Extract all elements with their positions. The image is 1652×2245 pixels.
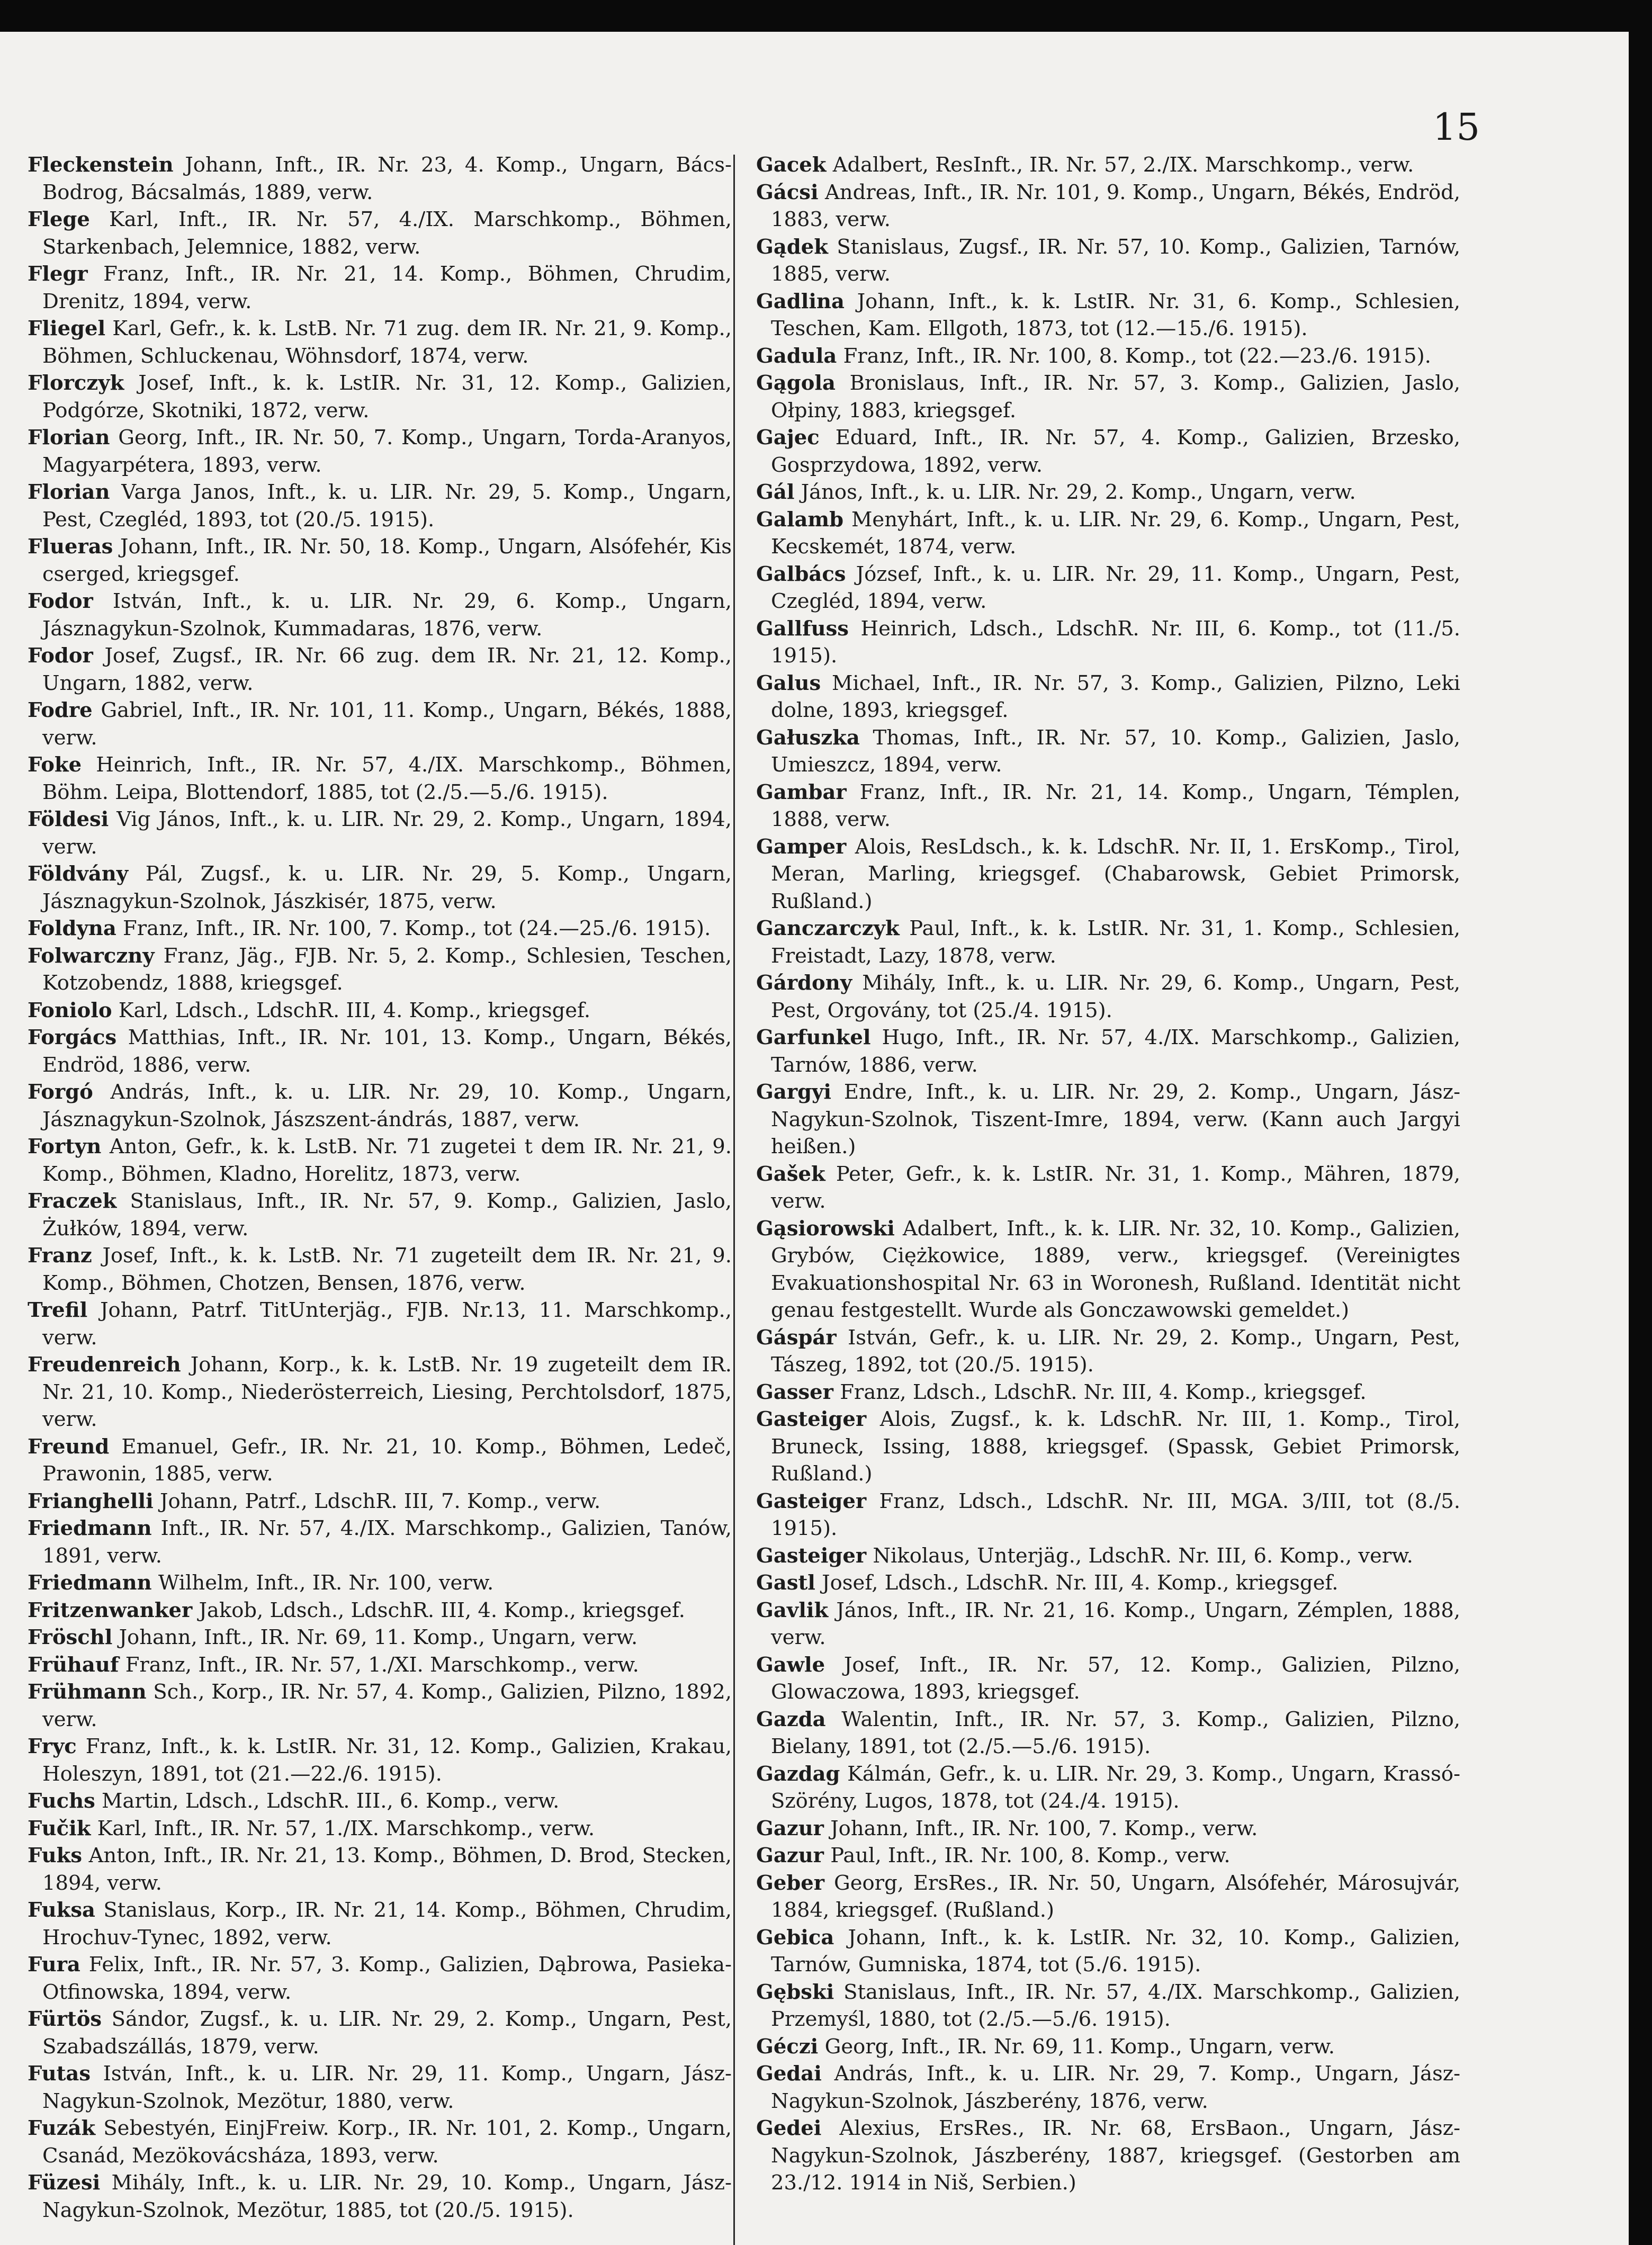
list-item	[28, 1597, 732, 1624]
entry-surname: Galamb	[756, 507, 844, 532]
entry-details: Alexius, ErsRes., IR. Nr. 68, ErsBaon., Ungarn, Jász-Nagykun-Szolnok, Jászberény, 1887, kriegsgef. (Gestorben am 23./12. 1914 in Niš, Serbien.)	[771, 2116, 1460, 2195]
entry-details: Anton, Gefr., k. k. LstB. Nr. 71 zugetei t dem IR. Nr. 21, 9. Komp., Böhmen, Kladno, Horelitz, 1873, verw.	[42, 1135, 732, 1186]
left-column	[28, 151, 732, 2224]
entry-surname: Gambar	[756, 780, 847, 804]
entry-surname: Galbács	[756, 562, 846, 586]
list-item	[756, 1379, 1460, 1406]
entry-details: Mihály, Inft., k. u. LIR. Nr. 29, 6. Komp., Ungarn, Pest, Pest, Orgovány, tot (25./4. 1915).	[771, 971, 1460, 1022]
entry-surname: Fritzenwanker	[28, 1598, 193, 1622]
list-item	[756, 343, 1460, 370]
entry-surname: Gál	[756, 480, 795, 504]
list-item	[756, 670, 1460, 724]
list-item	[756, 1406, 1460, 1488]
list-item	[756, 615, 1460, 670]
entry-details: Felix, Inft., IR. Nr. 57, 3. Komp., Galizien, Dąbrowa, Pasieka-Otfinowska, 1894, verw.	[42, 1953, 732, 2004]
entry-surname: Foniolo	[28, 998, 112, 1022]
entry-surname: Fraczek	[28, 1189, 117, 1213]
entry-details: Matthias, Inft., IR. Nr. 101, 13. Komp., Ungarn, Békés, Endröd, 1886, verw.	[42, 1026, 732, 1077]
entry-surname: Gasser	[756, 1380, 833, 1404]
list-item	[28, 1788, 732, 1815]
list-item	[756, 1924, 1460, 1979]
list-item	[28, 315, 732, 370]
entry-details: Emanuel, Gefr., IR. Nr. 21, 10. Komp., Böhmen, Ledeč, Prawonin, 1885, verw.	[42, 1434, 732, 1486]
entry-details: Kálmán, Gefr., k. u. LIR. Nr. 29, 3. Komp., Ungarn, Krassó-Szörény, Lugos, 1878, tot (24./4. 1915).	[771, 1762, 1460, 1813]
entry-details: Alois, ResLdsch., k. k. LdschR. Nr. II, 1. ErsKomp., Tirol, Meran, Marling, kriegsgef. (Chabarowsk, Gebiet Primorsk, Rußland.)	[771, 834, 1460, 913]
entry-details: Bronislaus, Inft., IR. Nr. 57, 3. Komp., Galizien, Jaslo, Ołpiny, 1883, kriegsgef.	[771, 371, 1460, 423]
entry-details: Franz, Inft., IR. Nr. 21, 14. Komp., Böhmen, Chrudim, Drenitz, 1894, verw.	[42, 262, 732, 313]
entry-surname: Gawle	[756, 1653, 825, 1677]
entry-surname: Fortyn	[28, 1135, 102, 1159]
entry-surname: Gazur	[756, 1816, 824, 1840]
entry-details: Josef, Zugsf., IR. Nr. 66 zug. dem IR. Nr. 21, 12. Komp., Ungarn, 1882, verw.	[42, 644, 732, 695]
entry-details: Josef, Inft., k. k. LstIR. Nr. 31, 12. Komp., Galizien, Podgórze, Skotniki, 1872, verw.	[42, 371, 732, 423]
list-item	[756, 288, 1460, 343]
entry-surname: Gazdag	[756, 1762, 840, 1786]
entry-details: Georg, ErsRes., IR. Nr. 50, Ungarn, Alsófehér, Márosujvár, 1884, kriegsgef. (Rußland.)	[771, 1871, 1460, 1922]
entry-details: Martin, Ldsch., LdschR. III., 6. Komp., verw.	[102, 1789, 560, 1813]
entry-details: Franz, Inft., IR. Nr. 57, 1./XI. Marschkomp., verw.	[125, 1653, 639, 1677]
entry-details: Stanislaus, Korp., IR. Nr. 21, 14. Komp., Böhmen, Chrudim, Hrochuv-Tynec, 1892, verw.	[42, 1898, 732, 1950]
entry-details: Georg, Inft., IR. Nr. 69, 11. Komp., Ungarn, verw.	[824, 2034, 1335, 2059]
list-item	[28, 1678, 732, 1733]
entry-surname: Folwarczny	[28, 944, 155, 968]
entry-surname: Frühmann	[28, 1680, 147, 1704]
list-item	[28, 997, 732, 1025]
list-item	[28, 2169, 732, 2224]
entry-details: Johann, Korp., k. k. LstB. Nr. 19 zugeteilt dem IR. Nr. 21, 10. Komp., Niederösterreich, Liesing, Perchtolsdorf, 1875, verw.	[42, 1353, 732, 1431]
entry-surname: Fuks	[28, 1844, 82, 1867]
entry-surname: Fuksa	[28, 1898, 95, 1922]
entry-surname: Gebica	[756, 1925, 834, 1950]
list-item	[28, 206, 732, 261]
list-item	[756, 479, 1460, 506]
entry-surname: Foke	[28, 753, 82, 777]
entry-surname: Gasteiger	[756, 1489, 867, 1513]
entry-surname: Florczyk	[28, 371, 124, 395]
entry-details: Johann, Inft., IR. Nr. 100, 7. Komp., verw.	[830, 1816, 1258, 1840]
list-item	[28, 1815, 732, 1843]
entry-details: István, Inft., k. u. LIR. Nr. 29, 11. Komp., Ungarn, Jász-Nagykun-Szolnok, Mezötur, 1880, verw.	[42, 2062, 732, 2113]
list-item	[28, 1488, 732, 1515]
list-item	[28, 1242, 732, 1297]
list-item	[28, 1651, 732, 1679]
entry-details: János, Inft., k. u. LIR. Nr. 29, 2. Komp., Ungarn, verw.	[801, 480, 1356, 504]
list-item	[756, 370, 1460, 424]
entry-details: Stanislaus, Zugsf., IR. Nr. 57, 10. Komp., Galizien, Tarnów, 1885, verw.	[771, 235, 1460, 286]
list-item	[756, 506, 1460, 561]
entry-surname: Gadlina	[756, 289, 845, 313]
entry-surname: Freund	[28, 1434, 110, 1459]
entry-surname: Florian	[28, 426, 110, 450]
entry-details: István, Inft., k. u. LIR. Nr. 29, 6. Komp., Ungarn, Jásznagykun-Szolnok, Kummadaras, 1876, verw.	[42, 589, 732, 641]
entry-details: Pál, Zugsf., k. u. LIR. Nr. 29, 5. Komp., Ungarn, Jásznagykun-Szolnok, Jászkisér, 1875, verw.	[42, 862, 732, 913]
list-item	[756, 1761, 1460, 1815]
entry-surname: Gargyi	[756, 1080, 832, 1104]
entry-details: Josef, Inft., k. k. LstB. Nr. 71 zugeteilt dem IR. Nr. 21, 9. Komp., Böhmen, Chotzen, Bensen, 1876, verw.	[42, 1244, 732, 1295]
entry-details: Inft., IR. Nr. 57, 4./IX. Marschkomp., Galizien, Tanów, 1891, verw.	[42, 1516, 732, 1568]
document-page	[0, 32, 1629, 2245]
entry-details: Andreas, Inft., IR. Nr. 101, 9. Komp., Ungarn, Békés, Endröd, 1883, verw.	[771, 180, 1460, 231]
list-item	[756, 2033, 1460, 2061]
list-item	[28, 261, 732, 315]
entry-details: Karl, Ldsch., LdschR. III, 4. Komp., kriegsgef.	[118, 998, 591, 1022]
entry-details: Sándor, Zugsf., k. u. LIR. Nr. 29, 2. Komp., Ungarn, Pest, Szabadszállás, 1879, verw.	[42, 2007, 732, 2059]
entry-surname: Ganczarczyk	[756, 917, 900, 940]
list-item	[28, 860, 732, 915]
list-item	[756, 1324, 1460, 1379]
list-item	[756, 833, 1460, 915]
entry-details: Heinrich, Ldsch., LdschR. Nr. III, 6. Komp., tot (11./5. 1915).	[771, 616, 1460, 668]
entry-details: Franz, Inft., IR. Nr. 100, 8. Komp., tot (22.—23./6. 1915).	[843, 344, 1431, 368]
entry-surname: Földesi	[28, 807, 109, 831]
entry-details: Paul, Inft., k. k. LstIR. Nr. 31, 1. Komp., Schlesien, Freistadt, Lazy, 1878, verw.	[771, 917, 1460, 968]
list-item	[756, 2115, 1460, 2197]
entry-details: Franz, Ldsch., LdschR. Nr. III, MGA. 3/III, tot (8./5. 1915).	[771, 1489, 1460, 1540]
list-item	[756, 1706, 1460, 1761]
entry-surname: Gasteiger	[756, 1543, 867, 1568]
list-item	[756, 234, 1460, 288]
entry-details: Karl, Inft., IR. Nr. 57, 4./IX. Marschkomp., Böhmen, Starkenbach, Jelemnice, 1882, verw.	[42, 208, 732, 259]
entry-details: Johann, Inft., IR. Nr. 50, 18. Komp., Ungarn, Alsófehér, Kis cserged, kriegsgef.	[42, 535, 732, 586]
entry-surname: Földvány	[28, 862, 129, 886]
entry-details: Hugo, Inft., IR. Nr. 57, 4./IX. Marschkomp., Galizien, Tarnów, 1886, verw.	[771, 1026, 1460, 1077]
entry-surname: Fura	[28, 1953, 80, 1977]
entry-surname: Gácsi	[756, 180, 819, 204]
entry-surname: Geber	[756, 1871, 825, 1895]
list-item	[28, 1297, 732, 1351]
list-item	[28, 151, 732, 206]
entry-surname: Géczi	[756, 2034, 819, 2059]
list-item	[28, 1351, 732, 1433]
entry-details: András, Inft., k. u. LIR. Nr. 29, 10. Komp., Ungarn, Jásznagykun-Szolnok, Jászszent-ándrás, 1887, verw.	[42, 1080, 732, 1132]
entry-surname: Gębski	[756, 1980, 834, 2004]
entry-details: Franz, Inft., IR. Nr. 100, 7. Komp., tot (24.—25./6. 1915).	[123, 917, 711, 940]
entry-surname: Fodor	[28, 589, 93, 613]
list-item	[756, 1161, 1460, 1215]
list-item	[28, 1951, 732, 2006]
entry-details: Wilhelm, Inft., IR. Nr. 100, verw.	[158, 1571, 494, 1595]
entry-surname: Galus	[756, 671, 821, 695]
list-item	[756, 1979, 1460, 2033]
list-item	[28, 1515, 732, 1569]
entry-details: Josef, Ldsch., LdschR. Nr. III, 4. Komp., kriegsgef.	[822, 1571, 1339, 1595]
list-item	[28, 588, 732, 642]
list-item	[28, 370, 732, 424]
entry-surname: Fleckenstein	[28, 153, 174, 177]
list-item	[28, 806, 732, 860]
entry-surname: Gasteiger	[756, 1407, 867, 1431]
entry-surname: Gedei	[756, 2116, 822, 2140]
list-item	[28, 1897, 732, 1951]
entry-details: Paul, Inft., IR. Nr. 100, 8. Komp., verw.	[830, 1844, 1231, 1867]
entry-details: Vig János, Inft., k. u. LIR. Nr. 29, 2. Komp., Ungarn, 1894, verw.	[42, 807, 732, 859]
entry-surname: Friedmann	[28, 1571, 152, 1595]
entry-surname: Trefil	[28, 1298, 88, 1322]
entry-surname: Gedai	[756, 2062, 822, 2086]
right-column	[756, 151, 1460, 2197]
list-item	[28, 2115, 732, 2169]
list-item	[28, 479, 732, 533]
list-item	[756, 179, 1460, 234]
list-item	[756, 1542, 1460, 1570]
entry-details: Endre, Inft., k. u. LIR. Nr. 29, 2. Komp., Ungarn, Jász-Nagykun-Szolnok, Tiszent-Imre, 1894, verw. (Kann auch Jargyi heißen.)	[771, 1080, 1460, 1159]
entry-surname: Gašek	[756, 1162, 825, 1186]
entry-surname: Flege	[28, 208, 90, 231]
list-item	[756, 1569, 1460, 1597]
entry-surname: Fliegel	[28, 317, 106, 340]
entry-surname: Franz	[28, 1244, 92, 1268]
entry-details: Alois, Zugsf., k. k. LdschR. Nr. III, 1. Komp., Tirol, Bruneck, Issing, 1888, kriegsgef. (Spassk, Gebiet Primorsk, Rußland.)	[771, 1407, 1460, 1486]
entry-details: Johann, Inft., IR. Nr. 69, 11. Komp., Ungarn, verw.	[119, 1626, 638, 1649]
entry-surname: Foldyna	[28, 917, 116, 940]
entry-surname: Frühauf	[28, 1653, 119, 1677]
list-item	[28, 424, 732, 479]
list-item	[28, 2060, 732, 2115]
entry-details: Franz, Inft., k. k. LstIR. Nr. 31, 12. Komp., Galizien, Krakau, Holeszyn, 1891, tot (21.—22./6. 1915).	[42, 1735, 732, 1786]
entry-details: Franz, Ldsch., LdschR. Nr. III, 4. Komp., kriegsgef.	[840, 1380, 1367, 1404]
entry-surname: Fryc	[28, 1735, 77, 1758]
entry-details: Georg, Inft., IR. Nr. 50, 7. Komp., Ungarn, Torda-Aranyos, Magyarpétera, 1893, verw.	[42, 426, 732, 477]
list-item	[28, 1433, 732, 1488]
entry-details: Stanislaus, Inft., IR. Nr. 57, 9. Komp., Galizien, Jaslo, Żułków, 1894, verw.	[42, 1189, 732, 1241]
list-item	[756, 1597, 1460, 1651]
list-item	[756, 1488, 1460, 1542]
list-item	[756, 2060, 1460, 2115]
page-number: 15	[1432, 105, 1480, 149]
entry-surname: Gądek	[756, 235, 828, 259]
entry-details: Adalbert, ResInft., IR. Nr. 57, 2./IX. Marschkomp., verw.	[832, 153, 1414, 177]
entry-surname: Friedmann	[28, 1516, 152, 1540]
entry-details: Eduard, Inft., IR. Nr. 57, 4. Komp., Galizien, Brzesko, Gosprzydowa, 1892, verw.	[771, 426, 1460, 477]
entry-details: Mihály, Inft., k. u. LIR. Nr. 29, 10. Komp., Ungarn, Jász-Nagykun-Szolnok, Mezötur, 1885, tot (20./5. 1915).	[42, 2171, 732, 2222]
list-item	[28, 1624, 732, 1651]
entry-surname: Gáspár	[756, 1325, 837, 1350]
entry-surname: Gazur	[756, 1844, 824, 1867]
scan-border-right	[1629, 0, 1652, 2245]
column-divider	[733, 155, 735, 2245]
entry-surname: Gárdony	[756, 971, 852, 995]
entry-surname: Fuzák	[28, 2116, 96, 2140]
list-item	[756, 1870, 1460, 1924]
entry-surname: Fröschl	[28, 1626, 113, 1649]
entry-surname: Gajec	[756, 426, 820, 450]
list-item	[756, 424, 1460, 479]
entry-surname: Gamper	[756, 834, 847, 859]
list-item	[28, 1133, 732, 1188]
list-item	[28, 915, 732, 942]
entry-surname: Füzesi	[28, 2171, 101, 2195]
entry-details: Varga Janos, Inft., k. u. LIR. Nr. 29, 5. Komp., Ungarn, Pest, Czegléd, 1893, tot (20./5. 1915).	[42, 480, 732, 532]
entry-surname: Forgó	[28, 1080, 93, 1104]
entry-surname: Gałuszka	[756, 725, 860, 750]
list-item	[28, 1569, 732, 1597]
entry-details: Karl, Gefr., k. k. LstB. Nr. 71 zug. dem IR. Nr. 21, 9. Komp., Böhmen, Schluckenau, Wöhnsdorf, 1874, verw.	[42, 317, 732, 368]
list-item	[28, 1842, 732, 1897]
entry-details: Peter, Gefr., k. k. LstIR. Nr. 31, 1. Komp., Mähren, 1879, verw.	[771, 1162, 1460, 1213]
entry-details: Karl, Inft., IR. Nr. 57, 1./IX. Marschkomp., verw.	[97, 1816, 595, 1840]
entry-surname: Gavlik	[756, 1598, 829, 1622]
entry-details: István, Gefr., k. u. LIR. Nr. 29, 2. Komp., Ungarn, Pest, Tászeg, 1892, tot (20./5. 1915).	[771, 1325, 1460, 1377]
list-item	[756, 561, 1460, 615]
entry-details: Heinrich, Inft., IR. Nr. 57, 4./IX. Marschkomp., Böhmen, Böhm. Leipa, Blottendorf, 1885, tot (2./5.—5./6. 1915).	[42, 753, 732, 804]
entry-details: Johann, Inft., k. k. LstIR. Nr. 31, 6. Komp., Schlesien, Teschen, Kam. Ellgoth, 1873, tot (12.—15./6. 1915).	[771, 289, 1460, 340]
entry-surname: Gąsiorowski	[756, 1216, 895, 1241]
entry-surname: Gastl	[756, 1571, 815, 1595]
list-item	[756, 1651, 1460, 1706]
list-item	[756, 779, 1460, 833]
entry-details: Thomas, Inft., IR. Nr. 57, 10. Komp., Galizien, Jaslo, Umieszcz, 1894, verw.	[771, 725, 1460, 777]
list-item	[28, 697, 732, 751]
entry-surname: Fuchs	[28, 1789, 95, 1813]
list-item	[756, 1079, 1460, 1161]
entry-surname: Gallfuss	[756, 616, 849, 641]
entry-details: Stanislaus, Inft., IR. Nr. 57, 4./IX. Marschkomp., Galizien, Przemyśl, 1880, tot (2./5.—5./6. 1915).	[771, 1980, 1460, 2031]
entry-surname: Forgács	[28, 1026, 117, 1049]
entry-surname: Fodor	[28, 644, 93, 668]
list-item	[28, 642, 732, 697]
entry-surname: Freudenreich	[28, 1353, 181, 1377]
entry-details: Michael, Inft., IR. Nr. 57, 3. Komp., Galizien, Pilzno, Leki dolne, 1893, kriegsgef.	[771, 671, 1460, 722]
entry-details: Johann, Patrf., LdschR. III, 7. Komp., verw.	[160, 1489, 601, 1513]
entry-details: Johann, Patrf. TitUnterjäg., FJB. Nr.13, 11. Marschkomp., verw.	[42, 1298, 732, 1350]
list-item	[28, 1188, 732, 1242]
entry-details: András, Inft., k. u. LIR. Nr. 29, 7. Komp., Ungarn, Jász-Nagykun-Szolnok, Jászberény, 1876, verw.	[771, 2062, 1461, 2113]
entry-details: Nikolaus, Unterjäg., LdschR. Nr. III, 6. Komp., verw.	[873, 1543, 1413, 1568]
list-item	[28, 2006, 732, 2060]
entry-surname: Flegr	[28, 262, 88, 286]
entry-details: Jakob, Ldsch., LdschR. III, 4. Komp., kriegsgef.	[199, 1598, 685, 1622]
entry-details: József, Inft., k. u. LIR. Nr. 29, 11. Komp., Ungarn, Pest, Czegléd, 1894, verw.	[771, 562, 1460, 613]
list-item	[28, 533, 732, 588]
entry-surname: Florian	[28, 480, 110, 504]
entry-surname: Gacek	[756, 153, 827, 177]
list-item	[756, 1842, 1460, 1870]
entry-details: Johann, Inft., k. k. LstIR. Nr. 32, 10. Komp., Galizien, Tarnów, Gumniska, 1874, tot (5./6. 1915).	[771, 1925, 1460, 1977]
entry-details: Franz, Jäg., FJB. Nr. 5, 2. Komp., Schlesien, Teschen, Kotzobendz, 1888, kriegsgef.	[42, 944, 732, 995]
entry-surname: Fučik	[28, 1816, 91, 1840]
entry-surname: Gągola	[756, 371, 836, 395]
entry-details: Josef, Inft., IR. Nr. 57, 12. Komp., Galizien, Pilzno, Glowaczowa, 1893, kriegsgef.	[771, 1653, 1460, 1704]
list-item	[756, 969, 1460, 1024]
entry-details: Anton, Inft., IR. Nr. 21, 13. Komp., Böhmen, D. Brod, Stecken, 1894, verw.	[42, 1844, 732, 1895]
entry-details: Sch., Korp., IR. Nr. 57, 4. Komp., Galizien, Pilzno, 1892, verw.	[42, 1680, 732, 1731]
list-item	[28, 1079, 732, 1133]
list-item	[756, 1024, 1460, 1079]
entry-surname: Gazda	[756, 1707, 826, 1731]
entry-details: Menyhárt, Inft., k. u. LIR. Nr. 29, 6. Komp., Ungarn, Pest, Kecskemét, 1874, verw.	[771, 507, 1460, 559]
list-item	[28, 1024, 732, 1079]
entry-details: Walentin, Inft., IR. Nr. 57, 3. Komp., Galizien, Pilzno, Bielany, 1891, tot (2./5.—5./6. 1915).	[771, 1707, 1460, 1758]
list-item	[756, 915, 1460, 969]
list-item	[28, 1733, 732, 1788]
entry-surname: Frianghelli	[28, 1489, 154, 1513]
entry-details: Johann, Inft., IR. Nr. 23, 4. Komp., Ungarn, Bács-Bodrog, Bácsalmás, 1889, verw.	[42, 153, 732, 204]
entry-details: János, Inft., IR. Nr. 21, 16. Komp., Ungarn, Zémplen, 1888, verw.	[771, 1598, 1460, 1649]
entry-surname: Flueras	[28, 535, 113, 559]
list-item	[756, 1215, 1460, 1324]
entry-details: Gabriel, Inft., IR. Nr. 101, 11. Komp., Ungarn, Békés, 1888, verw.	[42, 698, 732, 750]
list-item	[28, 751, 732, 806]
entry-details: Franz, Inft., IR. Nr. 21, 14. Komp., Ungarn, Témplen, 1888, verw.	[771, 780, 1460, 831]
entry-surname: Fürtös	[28, 2007, 102, 2031]
scan-border-top	[0, 0, 1652, 32]
entry-surname: Futas	[28, 2062, 91, 2086]
entry-surname: Garfunkel	[756, 1026, 871, 1049]
entry-surname: Gadula	[756, 344, 837, 368]
list-item	[28, 942, 732, 997]
entry-details: Adalbert, Inft., k. k. LIR. Nr. 32, 10. Komp., Galizien, Grybów, Ciężkowice, 1889, verw., kriegsgef. (Vereinigtes Evakuationshospital Nr. 63 in Woronesh, Rußland. Identität nicht genau festgestellt. Wurde als Gonczawowski gemeldet.)	[771, 1216, 1460, 1322]
entry-details: Sebestyén, EinjFreiw. Korp., IR. Nr. 101, 2. Komp., Ungarn, Csanád, Mezökovácsháza, 1893, verw.	[42, 2116, 732, 2168]
list-item	[756, 151, 1460, 179]
entry-surname: Fodre	[28, 698, 93, 722]
list-item	[756, 1815, 1460, 1843]
list-item	[756, 724, 1460, 779]
